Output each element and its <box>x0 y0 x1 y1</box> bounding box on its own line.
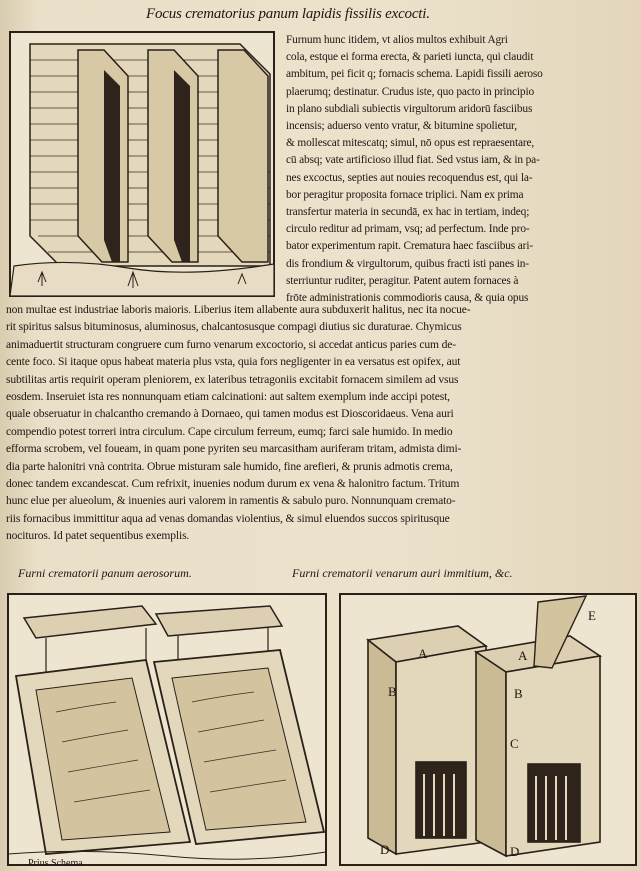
woodcut-gold-ore-furnaces <box>338 592 638 867</box>
text-line: cū absq; vate artificioso illud fiat. Sed vstus iam, & in pa- <box>286 154 540 167</box>
letter-d-right: D <box>510 844 520 859</box>
text-line: dis frondium & virgultorum, quibus fracti isti panes in- <box>286 257 529 270</box>
text-line: in plano subdiali subiectis virgultorum aridorū fasciibus <box>286 102 533 115</box>
text-line: cola, estque ei forma erecta, & parieti iuncta, qui claudit <box>286 51 534 64</box>
text-line: incensis; aduerso vento vratur, & bitumine spolietur, <box>286 120 517 133</box>
left-caption: Furni crematorii panum aerosorum. <box>18 566 192 580</box>
text-line: subtilitas artis requirit operam pleniorem, ex lateribus tetragoniis excitabit fornacem similem ad vsus <box>6 372 459 386</box>
text-line: non multae est industriae laboris maioris. Liberius item allabente aura subduxerit halitus, nec ita nocue- <box>6 303 471 316</box>
text-line: transfertur materia in secundā, ex hac in tertiam, indeq; <box>286 206 530 219</box>
text-line: sterriuntur ruditer, peragitur. Patent autem fornaces à <box>286 274 519 287</box>
letter-a-right: A <box>518 648 528 663</box>
text-line: eosdem. Inseruiet ista res nonnunquam etiam calcinationi: aut saltem exemplum inde accipi potest, <box>6 390 450 404</box>
upper-paragraph <box>286 32 638 307</box>
footer-fragment: Prius Schema <box>28 858 83 869</box>
text-line: nes excoctus, septies aut nouies recoquendus est, qui la- <box>286 171 533 184</box>
text-line: nocituros. Id patet sequentibus exemplis. <box>6 529 190 543</box>
letter-a-left: A <box>418 646 428 661</box>
letter-d-left: D <box>380 842 390 857</box>
text-line: & mollescat mitescatq; simul, nō opus est repraesentare, <box>286 137 535 150</box>
text-line: animaduertit structuram congruere cum furno venarum excoctorio, si accedat anticus paries cum de- <box>6 337 456 351</box>
text-line: bator experimentum rapit. Crematura haec fasciibus ari- <box>286 240 533 253</box>
text-line: donec tandem excandescat. Cum refrixit, inuenies nodum durum ex vena & halonitro factum. Tritum <box>6 477 460 491</box>
text-line: hunc elue per alueolum, & inuenies auri valorem in ramentis & sabulo puro. Nonnunquam cremato- <box>6 494 456 508</box>
letter-e: E <box>588 608 596 623</box>
text-line: rit spiritus salsus bituminosus, aluminosus, chalcantosusque compagi diutius sic duraturae. Chymicus <box>6 320 462 334</box>
letter-b-right: B <box>514 686 523 701</box>
lower-paragraph <box>6 301 638 545</box>
letter-c: C <box>510 736 519 751</box>
text-line: quale obseruatur in chalcantho cremando à Dornaeo, qui tamen modus est Dioscoridaeus. Vena auri <box>6 407 454 421</box>
text-line: compendio potest torreri intra circulum. Cape circulum ferreum, eumq; farci sale humido. In medio <box>6 424 453 438</box>
text-line: frōte administrationis commodioris causa, & quia opus <box>286 292 529 305</box>
text-line: riis fornacibus immittitur aqua ad venas domandas violentius, & simul eluendos succos spiritusque <box>6 511 450 525</box>
text-line: plaerumq; destinatur. Crudus iste, quo pacto in principio <box>286 85 535 98</box>
text-line: dia parte halonitri vnà contrita. Obrue misturam sale humido, fine arefieri, & prunis admotis crema, <box>6 459 453 473</box>
text-line: efforma scrobem, vel foueam, in quam pone pyriten seu marcasitham auriferam tritam, admista dimi- <box>6 442 462 456</box>
top-title: Focus crematorius panum lapidis fissilis excocti. <box>146 6 430 22</box>
woodcut-aeroso-furnaces <box>6 592 328 867</box>
text-line: cente foco. Si itaque opus habeat materia plus vsta, quia fors negligenter in ea versatus est opifex, aut <box>6 355 461 369</box>
text-line: ambitum, pei ficit q; fornacis schema. Lapidi fissili aeroso <box>286 68 543 81</box>
letter-b-left: B <box>388 684 397 699</box>
right-caption: Furni crematorii venarum auri immitium, &c. <box>292 566 513 580</box>
text-line: bor peragitur proposita fornace triplici. Nam ex prima <box>286 188 524 201</box>
woodcut-crematory-furnace <box>8 30 276 298</box>
text-line: circulo reditur ad primam, vsq; ad perfectum. Inde pro- <box>286 223 530 236</box>
text-line: Furnum hunc itidem, vt alios multos exhibuit Agri <box>286 34 508 46</box>
